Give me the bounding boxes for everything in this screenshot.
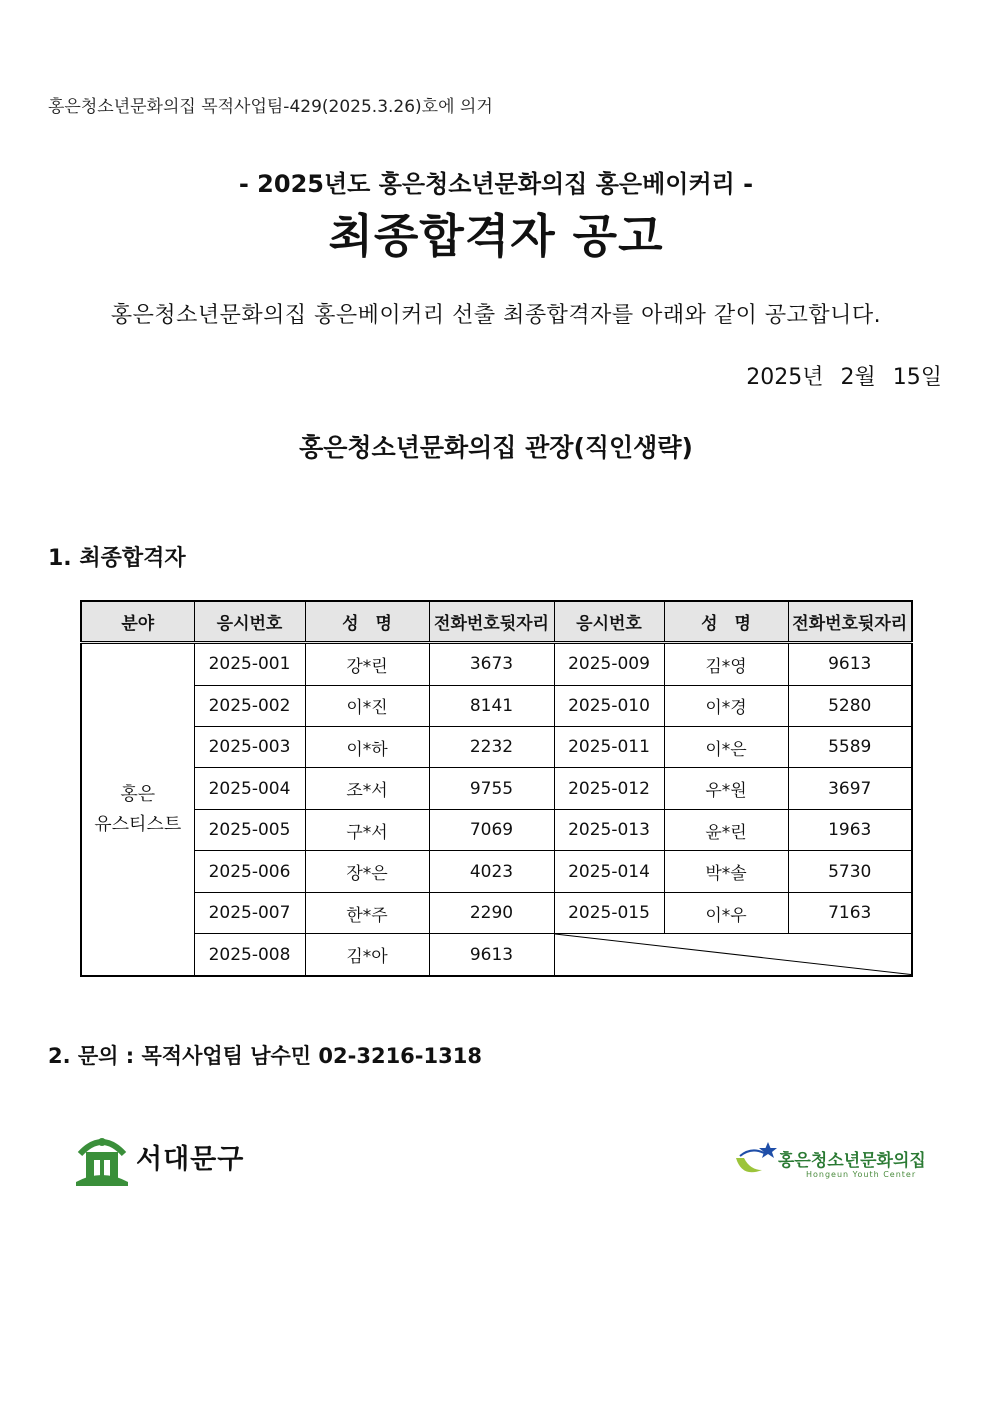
notice-lead: 홍은청소년문화의집 홍은베이커리 선출 최종합격자를 아래와 같이 공고합니다. [110, 303, 882, 328]
table-row [81, 768, 912, 809]
seodaemun-logo-text: 서대문구 [136, 1144, 245, 1175]
col-header-name: 성 명 [305, 601, 429, 643]
applicant-name: 한*주 [305, 892, 429, 933]
table-row [81, 809, 912, 850]
phone-last: 7163 [788, 892, 912, 933]
diagonal-line-icon [555, 934, 912, 975]
exam-number: 2025-006 [194, 851, 305, 892]
table-row [81, 643, 912, 686]
exam-number: 2025-015 [554, 892, 664, 933]
exam-number: 2025-009 [554, 643, 664, 686]
hongeun-logo-subtext: Hongeun Youth Center [806, 1170, 917, 1179]
table-header-row [81, 601, 912, 643]
phone-last: 5730 [788, 851, 912, 892]
phone-last: 5280 [788, 685, 912, 726]
exam-number: 2025-005 [194, 809, 305, 850]
notice-subtitle: - 2025년도 홍은청소년문화의집 홍은베이커리 - [238, 170, 754, 198]
col-header-exam-number: 응시번호 [194, 601, 305, 643]
field-line-1: 홍은 [120, 783, 156, 805]
applicant-name: 강*린 [305, 643, 429, 686]
exam-number: 2025-001 [194, 643, 305, 686]
table-row [81, 934, 912, 976]
exam-number: 2025-003 [194, 726, 305, 767]
exam-number: 2025-013 [554, 809, 664, 850]
exam-number: 2025-004 [194, 768, 305, 809]
applicant-name: 구*서 [305, 809, 429, 850]
applicant-name: 이*경 [664, 685, 788, 726]
empty-diagonal-cell [554, 934, 912, 976]
phone-last: 3673 [429, 643, 554, 686]
seodaemun-emblem-icon [72, 1132, 132, 1188]
field-line-2: 유스티스트 [94, 813, 182, 835]
notice-title: 최종합격자 공고 [328, 209, 664, 263]
table-row [81, 851, 912, 892]
hongeun-youth-center-logo-icon [732, 1140, 778, 1180]
table-row [81, 685, 912, 726]
applicant-name: 조*서 [305, 768, 429, 809]
phone-last: 9755 [429, 768, 554, 809]
exam-number: 2025-014 [554, 851, 664, 892]
hongeun-logo-text: 홍은청소년문화의집 [778, 1151, 926, 1171]
col-header-phone-last: 전화번호뒷자리 [429, 601, 554, 643]
phone-last: 1963 [788, 809, 912, 850]
applicant-name: 김*아 [305, 934, 429, 976]
col-header-name: 성 명 [664, 601, 788, 643]
phone-last: 9613 [429, 934, 554, 976]
applicant-name: 이*은 [664, 726, 788, 767]
table-row [81, 726, 912, 767]
applicant-name: 우*원 [664, 768, 788, 809]
exam-number: 2025-002 [194, 685, 305, 726]
phone-last: 2290 [429, 892, 554, 933]
exam-number: 2025-010 [554, 685, 664, 726]
notice-signer: 홍은청소년문화의집 관장(직인생략) [299, 433, 693, 462]
applicant-name: 김*영 [664, 643, 788, 686]
phone-last: 3697 [788, 768, 912, 809]
reference-line: 홍은청소년문화의집 목적사업팀-429(2025.3.26)호에 의거 [48, 97, 493, 117]
exam-number: 2025-012 [554, 768, 664, 809]
applicant-name: 이*진 [305, 685, 429, 726]
field-cell [81, 643, 194, 977]
phone-last: 5589 [788, 726, 912, 767]
applicant-name: 이*우 [664, 892, 788, 933]
phone-last: 4023 [429, 851, 554, 892]
notice-date: 2025년 2월 15일 [746, 365, 942, 390]
applicant-name: 장*은 [305, 851, 429, 892]
exam-number: 2025-008 [194, 934, 305, 976]
applicant-name: 윤*린 [664, 809, 788, 850]
phone-last: 2232 [429, 726, 554, 767]
phone-last: 7069 [429, 809, 554, 850]
section-2-contact: 2. 문의 : 목적사업팀 남수민 02-3216-1318 [48, 1044, 482, 1068]
applicant-name: 이*하 [305, 726, 429, 767]
section-1-heading: 1. 최종합격자 [48, 546, 186, 571]
phone-last: 8141 [429, 685, 554, 726]
table-row [81, 892, 912, 933]
exam-number: 2025-011 [554, 726, 664, 767]
applicant-name: 박*솔 [664, 851, 788, 892]
col-header-field: 분야 [81, 601, 194, 643]
exam-number: 2025-007 [194, 892, 305, 933]
final-results-table [80, 600, 913, 977]
col-header-phone-last: 전화번호뒷자리 [788, 601, 912, 643]
col-header-exam-number: 응시번호 [554, 601, 664, 643]
phone-last: 9613 [788, 643, 912, 686]
